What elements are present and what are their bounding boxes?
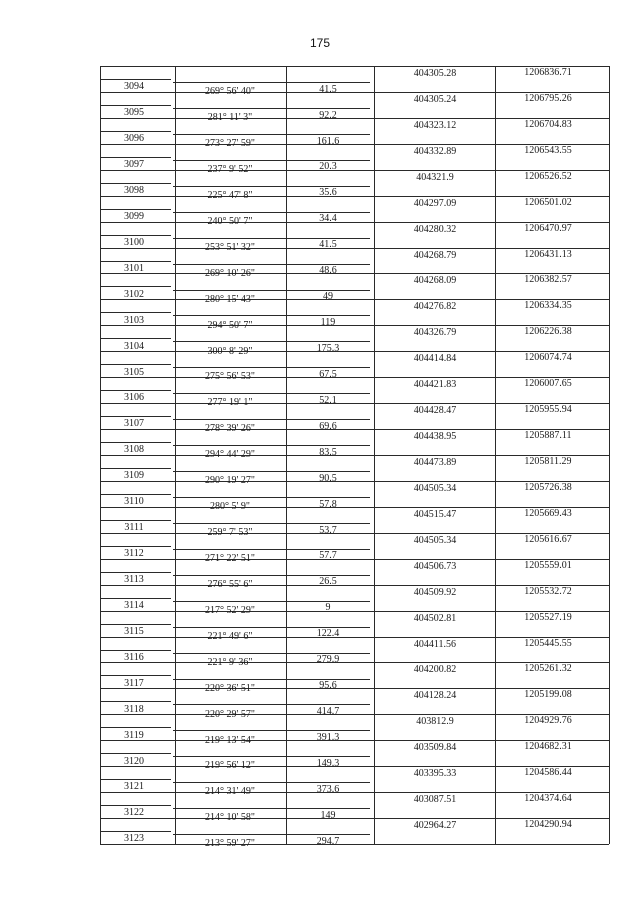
cell-distance: 34.4	[319, 213, 337, 225]
cell-point: 3094	[124, 81, 144, 93]
cell-angle: 259° 7' 53"	[207, 527, 253, 539]
segment-rule	[173, 756, 370, 757]
cell-angle: 214° 31' 49"	[205, 786, 255, 798]
point-rule	[100, 675, 171, 676]
point-rule	[100, 779, 171, 780]
cell-distance: 391.3	[316, 731, 340, 743]
segment-rule	[173, 679, 370, 680]
point-rule	[100, 753, 171, 754]
cell-distance: 90.5	[319, 472, 337, 484]
cell-distance: 414.7	[316, 706, 340, 718]
segment-rule	[173, 315, 370, 316]
point-rule	[100, 364, 171, 365]
cell-distance: 26.5	[319, 576, 337, 588]
cell-distance: 69.6	[319, 420, 337, 432]
cell-x: 404506.73	[413, 560, 457, 572]
cell-x: 402964.27	[413, 820, 457, 832]
cell-x: 404411.56	[413, 638, 457, 650]
point-rule	[100, 183, 171, 184]
cell-x: 404421.83	[413, 379, 457, 391]
cell-point: 3118	[124, 703, 144, 715]
cell-angle: 273° 27' 59"	[205, 138, 255, 150]
cell-y: 1205527.19	[524, 611, 572, 623]
point-rule	[100, 468, 171, 469]
cell-distance: 52.1	[319, 394, 337, 406]
cell-distance: 149	[320, 809, 336, 821]
cell-distance: 119	[320, 317, 336, 329]
cell-y: 1205955.94	[524, 404, 572, 416]
point-rule	[100, 416, 171, 417]
point-rule	[100, 701, 171, 702]
cell-point: 3103	[124, 314, 144, 326]
cell-x: 403395.33	[413, 768, 457, 780]
point-rule	[100, 727, 171, 728]
cell-point: 3120	[124, 755, 144, 767]
segment-rule	[173, 186, 370, 187]
cell-y: 1205559.01	[524, 559, 572, 571]
point-rule	[100, 572, 171, 573]
cell-point: 3117	[124, 677, 144, 689]
cell-point: 3116	[124, 651, 144, 663]
cell-x: 404268.79	[413, 249, 457, 261]
cell-y: 1205532.72	[524, 585, 572, 597]
cell-angle: 300° 8' 29"	[207, 345, 253, 357]
segment-rule	[173, 82, 370, 83]
cell-x: 404509.92	[413, 586, 457, 598]
segment-rule	[173, 367, 370, 368]
cell-point: 3114	[124, 599, 144, 611]
point-rule	[100, 105, 171, 106]
cell-angle: 290° 19' 27"	[205, 475, 255, 487]
cell-x: 404305.28	[413, 68, 457, 79]
point-rule	[100, 338, 171, 339]
cell-distance: 92.2	[319, 109, 337, 121]
segment-rule	[173, 497, 370, 498]
cell-angle: 253° 51' 32"	[205, 241, 255, 253]
page-number: 175	[309, 36, 331, 50]
cell-distance: 95.6	[319, 680, 337, 692]
column-rule	[374, 66, 375, 844]
cell-distance: 57.7	[319, 550, 337, 562]
cell-point: 3095	[124, 107, 144, 119]
cell-distance: 57.8	[319, 498, 337, 510]
cell-angle: 220° 29' 57"	[205, 708, 255, 720]
segment-rule	[173, 160, 370, 161]
cell-point: 3105	[124, 366, 144, 378]
cell-y: 1206470.97	[524, 222, 572, 234]
cell-distance: 35.6	[319, 187, 337, 199]
segment-rule	[173, 341, 370, 342]
cell-distance: 373.6	[316, 783, 340, 795]
cell-point: 3098	[124, 184, 144, 196]
point-rule	[100, 805, 171, 806]
cell-angle: 280° 5' 9"	[210, 501, 250, 513]
point-rule	[100, 520, 171, 521]
cell-x: 404332.89	[413, 145, 457, 157]
cell-distance: 122.4	[316, 628, 340, 640]
column-rule	[609, 66, 610, 844]
cell-angle: 269° 56' 40"	[205, 86, 255, 98]
cell-point: 3096	[124, 133, 144, 145]
cell-point: 3107	[124, 418, 144, 430]
cell-point: 3110	[124, 496, 144, 508]
segment-rule	[173, 523, 370, 524]
cell-x: 403812.9	[416, 716, 454, 728]
cell-x: 404428.47	[413, 405, 457, 417]
cell-x: 404268.09	[413, 275, 457, 287]
segment-rule	[173, 808, 370, 809]
segment-rule	[173, 445, 370, 446]
point-rule	[100, 312, 171, 313]
cell-angle: 240° 50' 7"	[207, 215, 253, 227]
point-rule	[100, 261, 171, 262]
cell-point: 3122	[124, 807, 144, 819]
cell-distance: 9	[325, 602, 331, 614]
cell-y: 1206334.35	[524, 300, 572, 312]
cell-distance: 149.3	[316, 757, 340, 769]
cell-y: 1204290.94	[524, 819, 572, 831]
segment-rule	[173, 290, 370, 291]
point-rule	[100, 79, 171, 80]
cell-x: 404297.09	[413, 197, 457, 209]
segment-rule	[173, 575, 370, 576]
cell-x: 404280.32	[413, 223, 457, 235]
cell-y: 1206501.02	[524, 196, 572, 208]
cell-y: 1206382.57	[524, 274, 572, 286]
segment-rule	[173, 134, 370, 135]
point-rule	[100, 598, 171, 599]
cell-distance: 49	[323, 291, 333, 303]
cell-x: 404276.82	[413, 301, 457, 313]
cell-y: 1206007.65	[524, 378, 572, 390]
point-rule	[100, 235, 171, 236]
cell-point: 3115	[124, 625, 144, 637]
cell-point: 3104	[124, 340, 144, 352]
segment-rule	[173, 238, 370, 239]
cell-x: 404473.89	[413, 457, 457, 468]
cell-angle: 269° 10' 26"	[205, 267, 255, 279]
cell-y: 1206836.71	[524, 67, 572, 78]
segment-rule	[173, 212, 370, 213]
cell-angle: 220° 36' 51"	[205, 682, 255, 694]
cell-x: 404323.12	[413, 119, 457, 131]
segment-rule	[173, 393, 370, 394]
point-rule	[100, 131, 171, 132]
cell-point: 3099	[124, 210, 144, 222]
cell-y: 1205669.43	[524, 507, 572, 519]
cell-angle: 219° 56' 12"	[205, 760, 255, 772]
cell-angle: 214° 10' 58"	[205, 812, 255, 824]
cell-angle: 275° 56' 53"	[205, 371, 255, 383]
cell-angle: 221° 49' 6"	[207, 630, 253, 642]
cell-y: 1206795.26	[524, 92, 572, 104]
cell-point: 3119	[124, 729, 144, 741]
point-rule	[100, 494, 171, 495]
cell-distance: 41.5	[319, 239, 337, 251]
cell-x: 404505.34	[413, 482, 457, 494]
cell-y: 1205199.08	[524, 689, 572, 701]
row-rule	[100, 844, 609, 845]
cell-distance: 279.9	[316, 654, 340, 666]
cell-angle: 281° 11' 3"	[207, 112, 253, 124]
cell-point: 3102	[124, 288, 144, 300]
cell-distance: 20.3	[319, 161, 337, 173]
segment-rule	[173, 549, 370, 550]
cell-distance: 83.5	[319, 446, 337, 458]
point-rule	[100, 390, 171, 391]
cell-y: 1206074.74	[524, 352, 572, 364]
cell-x: 404505.34	[413, 534, 457, 546]
cell-y: 1205811.29	[524, 456, 572, 467]
cell-x: 404321.9	[416, 171, 454, 183]
cell-distance: 41.5	[319, 83, 337, 95]
cell-distance: 67.5	[319, 368, 337, 380]
cell-y: 1204374.64	[524, 793, 572, 805]
cell-y: 1206543.55	[524, 144, 572, 156]
cell-distance: 53.7	[319, 524, 337, 536]
cell-point: 3108	[124, 444, 144, 456]
cell-y: 1204682.31	[524, 741, 572, 753]
cell-x: 403087.51	[413, 794, 457, 806]
column-rule	[495, 66, 496, 844]
cell-x: 403509.84	[413, 742, 457, 754]
cell-angle: 217° 52' 29"	[205, 604, 255, 616]
cell-angle: 280° 15' 43"	[205, 293, 255, 305]
cell-angle: 219° 13' 54"	[205, 734, 255, 746]
segment-rule	[173, 730, 370, 731]
cell-x: 404326.79	[413, 327, 457, 339]
cell-x: 404200.82	[413, 664, 457, 676]
column-rule	[286, 66, 287, 844]
cell-y: 1205887.11	[524, 430, 572, 442]
cell-y: 1206704.83	[524, 118, 572, 130]
cell-distance: 161.6	[316, 135, 340, 147]
cell-x: 404305.24	[413, 93, 457, 105]
point-rule	[100, 624, 171, 625]
point-rule	[100, 209, 171, 210]
cell-x: 404414.84	[413, 353, 457, 365]
point-rule	[100, 157, 171, 158]
point-rule	[100, 442, 171, 443]
cell-angle: 294° 44' 29"	[205, 449, 255, 461]
cell-point: 3106	[124, 392, 144, 404]
cell-point: 3111	[124, 522, 144, 534]
cell-angle: 278° 39' 26"	[205, 423, 255, 435]
cell-x: 404128.24	[413, 690, 457, 702]
cell-x: 404515.47	[413, 508, 457, 520]
cell-distance: 48.6	[319, 265, 337, 277]
point-rule	[100, 650, 171, 651]
segment-rule	[173, 834, 370, 835]
cell-point: 3113	[124, 573, 144, 585]
cell-y: 1205261.32	[524, 663, 572, 675]
cell-angle: 294° 50' 7"	[207, 319, 253, 331]
segment-rule	[173, 627, 370, 628]
cell-y: 1205445.55	[524, 637, 572, 649]
cell-point: 3097	[124, 159, 144, 171]
cell-point: 3109	[124, 470, 144, 482]
cell-x: 404438.95	[413, 431, 457, 443]
point-rule	[100, 546, 171, 547]
cell-distance: 175.3	[316, 342, 340, 354]
cell-point: 3100	[124, 236, 144, 248]
cell-angle: 271° 22' 51"	[205, 553, 255, 565]
cell-y: 1206226.38	[524, 326, 572, 338]
cell-point: 3101	[124, 262, 144, 274]
cell-y: 1206431.13	[524, 248, 572, 260]
point-rule	[100, 286, 171, 287]
cell-angle: 237° 9' 52"	[207, 164, 253, 176]
segment-rule	[173, 704, 370, 705]
cell-y: 1205616.67	[524, 533, 572, 545]
cell-y: 1204586.44	[524, 767, 572, 779]
cell-y: 1205726.38	[524, 481, 572, 493]
segment-rule	[173, 601, 370, 602]
cell-point: 3112	[124, 548, 144, 560]
cell-point: 3121	[124, 781, 144, 793]
column-rule	[100, 66, 101, 844]
cell-y: 1204929.76	[524, 715, 572, 727]
segment-rule	[173, 108, 370, 109]
segment-rule	[173, 419, 370, 420]
segment-rule	[173, 264, 370, 265]
segment-rule	[173, 471, 370, 472]
cell-angle: 221° 9' 36"	[207, 656, 253, 668]
segment-rule	[173, 653, 370, 654]
column-rule	[175, 66, 176, 844]
cell-y: 1206526.52	[524, 170, 572, 182]
segment-rule	[173, 782, 370, 783]
cell-angle: 276° 55' 6"	[207, 578, 253, 590]
cell-distance: 294.7	[316, 835, 340, 847]
point-rule	[100, 831, 171, 832]
cell-angle: 213° 59' 27"	[205, 838, 255, 850]
cell-angle: 225° 47' 8"	[207, 189, 253, 201]
cell-point: 3123	[124, 833, 144, 845]
cell-x: 404502.81	[413, 612, 457, 624]
cell-angle: 277° 19' 1"	[207, 397, 253, 409]
